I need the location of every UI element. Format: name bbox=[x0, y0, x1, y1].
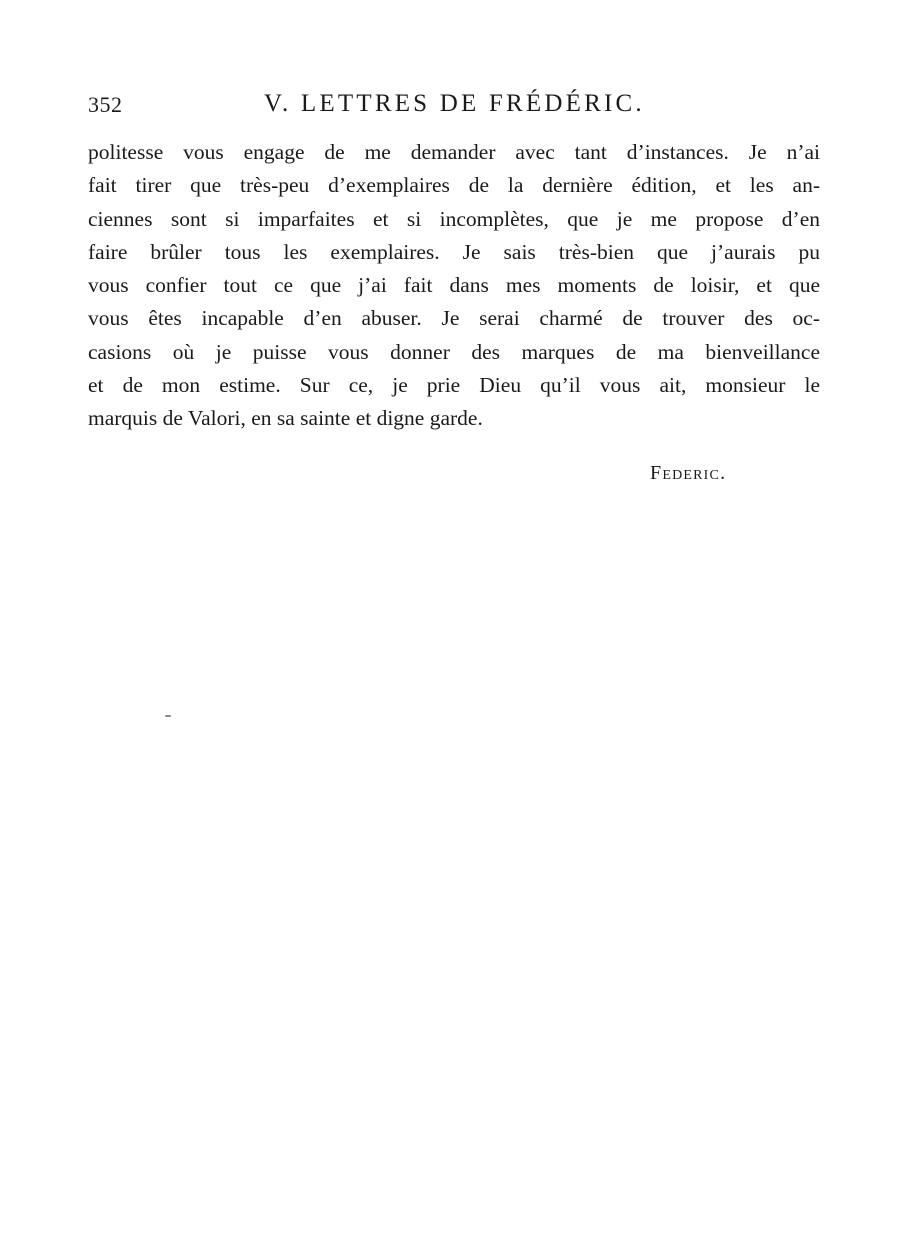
body-line: vous confier tout ce que j’ai fait dans mes moments de loisir, et que bbox=[88, 273, 820, 298]
body-line: fait tirer que très-peu d’exemplaires de la dernière édition, et les an- bbox=[88, 173, 820, 198]
signature: Federic. bbox=[650, 462, 727, 484]
body-line: faire brûler tous les exemplaires. Je sais très-bien que j’aurais pu bbox=[88, 239, 820, 264]
body-line: marquis de Valori, en sa sainte et digne garde. bbox=[88, 406, 483, 431]
body-line: vous êtes incapable d’en abuser. Je serai charmé de trouver des oc- bbox=[88, 306, 820, 331]
page-number: 352 bbox=[88, 92, 123, 117]
body-line: politesse vous engage de me demander avec tant d’instances. Je n’ai bbox=[88, 140, 820, 164]
body-line: casions où je puisse vous donner des marques de ma bienveillance bbox=[88, 339, 820, 364]
body-line: et de mon estime. Sur ce, je prie Dieu qu’il vous ait, monsieur le bbox=[88, 373, 820, 398]
running-title: V. LETTRES DE FRÉDÉRIC. bbox=[264, 90, 645, 117]
ink-speck bbox=[165, 715, 171, 717]
running-head bbox=[88, 90, 820, 124]
body-line: ciennes sont si imparfaites et si incomplètes, que je me propose d’en bbox=[88, 206, 820, 231]
letter-body bbox=[88, 136, 820, 436]
